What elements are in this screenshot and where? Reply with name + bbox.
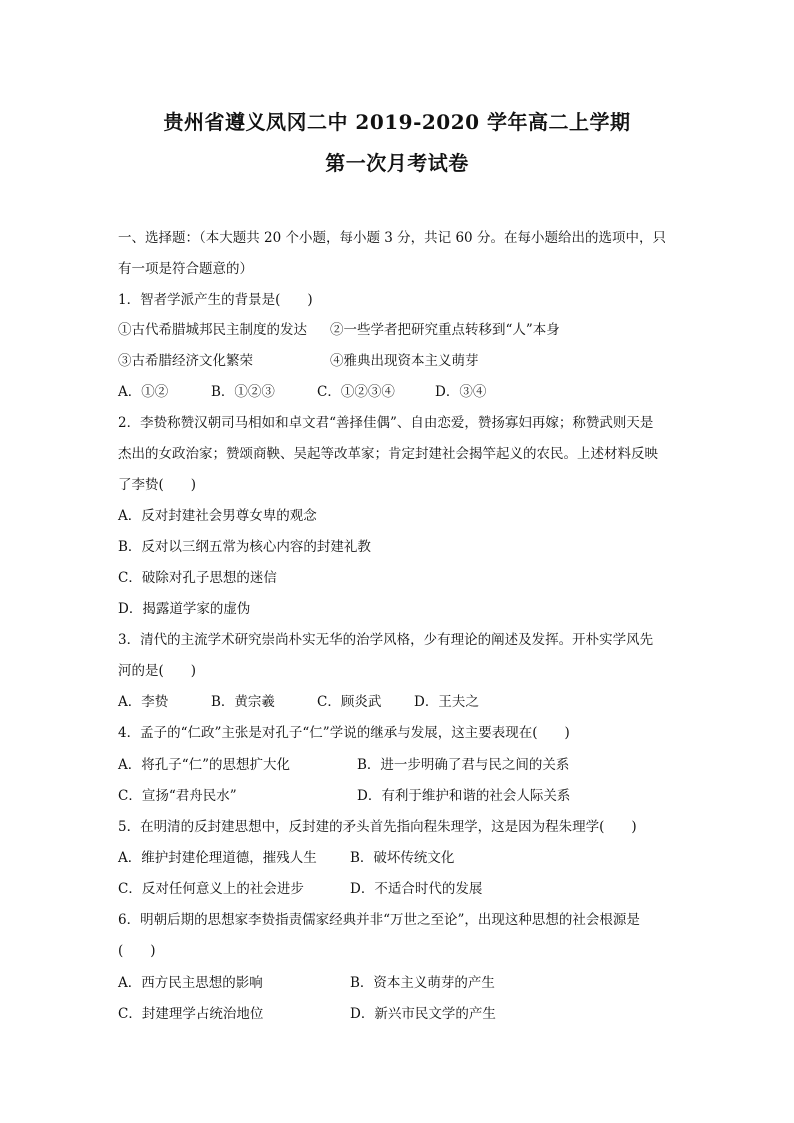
q1-item-4: ④雅典出现资本主义萌芽 — [330, 353, 479, 369]
q3-stem-line1: 3．清代的主流学术研究崇尚朴实无华的治学风格，少有理论的阐述及发挥。开朴实学风先 — [118, 632, 654, 648]
q1-option-a: A．①② — [118, 384, 169, 400]
q1-item-2: ②一些学者把研究重点转移到“人”本身 — [330, 322, 560, 338]
q3-option-c: C．顾炎武 — [317, 694, 382, 710]
q5-option-a: A．维护封建伦理道德，摧残人生 — [118, 850, 317, 866]
q3-option-b: B．黄宗羲 — [211, 694, 275, 710]
q5-option-d: D．不适合时代的发展 — [350, 881, 483, 897]
q2-stem-line3: 了李贽( ) — [118, 477, 197, 493]
exam-title: 贵州省遵义凤冈二中 2019-2020 学年高二上学期 — [163, 110, 631, 134]
q6-option-c: C．封建理学占统治地位 — [118, 1006, 264, 1022]
q6-stem-line1: 6．明朝后期的思想家李贽指责儒家经典并非“万世之至论”，出现这种思想的社会根源是 — [118, 912, 640, 928]
q4-option-a: A．将孔子“仁”的思想扩大化 — [118, 757, 291, 773]
q6-option-b: B．资本主义萌芽的产生 — [350, 975, 495, 991]
q6-option-d: D．新兴市民文学的产生 — [350, 1006, 496, 1022]
q1-option-c: C．①②③④ — [317, 384, 395, 400]
q1-option-b: B．①②③ — [211, 384, 275, 400]
section-instructions-line1: 一、选择题：（本大题共 20 个小题，每小题 3 分，共记 60 分。在每小题给出的选项中，只 — [118, 230, 666, 246]
q2-option-d: D．揭露道学家的虚伪 — [118, 601, 251, 617]
q3-stem-line2: 河的是( ) — [118, 663, 197, 679]
q2-option-c: C．破除对孔子思想的迷信 — [118, 570, 277, 586]
section-instructions-line2: 有一项是符合题意的） — [118, 261, 253, 277]
q5-option-c: C．反对任何意义上的社会进步 — [118, 881, 304, 897]
q1-stem: 1．智者学派产生的背景是( ) — [118, 292, 313, 308]
q3-option-d: D．王夫之 — [414, 694, 479, 710]
q6-stem-line2: ( ) — [118, 943, 156, 959]
exam-subtitle: 第一次月考试卷 — [325, 151, 469, 175]
q4-option-c: C．宣扬“君舟民水” — [118, 788, 237, 804]
q6-option-a: A．西方民主思想的影响 — [118, 975, 263, 991]
q1-option-d: D．③④ — [435, 384, 487, 400]
q2-stem-line2: 杰出的女政治家；赞颂商鞅、吴起等改革家；肯定封建社会揭竿起义的农民。上述材料反映 — [118, 446, 658, 462]
q1-item-3: ③古希腊经济文化繁荣 — [118, 353, 253, 369]
q2-option-b: B．反对以三纲五常为核心内容的封建礼教 — [118, 539, 371, 555]
q5-stem: 5．在明清的反封建思想中，反封建的矛头首先指向程朱理学，这是因为程朱理学( ) — [118, 819, 637, 835]
q4-option-d: D．有利于维护和谐的社会人际关系 — [357, 788, 571, 804]
q1-item-1: ①古代希腊城邦民主制度的发达 — [118, 322, 307, 338]
q5-option-b: B．破坏传统文化 — [350, 850, 455, 866]
q4-option-b: B．进一步明确了君与民之间的关系 — [357, 757, 570, 773]
q3-option-a: A．李贽 — [118, 694, 169, 710]
q2-option-a: A．反对封建社会男尊女卑的观念 — [118, 508, 317, 524]
q4-stem: 4．孟子的“仁政”主张是对孔子“仁”学说的继承与发展，这主要表现在( ) — [118, 725, 570, 741]
q2-stem-line1: 2．李贽称赞汉朝司马相如和卓文君“善择佳偶”、自由恋爱，赞扬寡妇再嫁；称赞武则天是 — [118, 415, 654, 431]
